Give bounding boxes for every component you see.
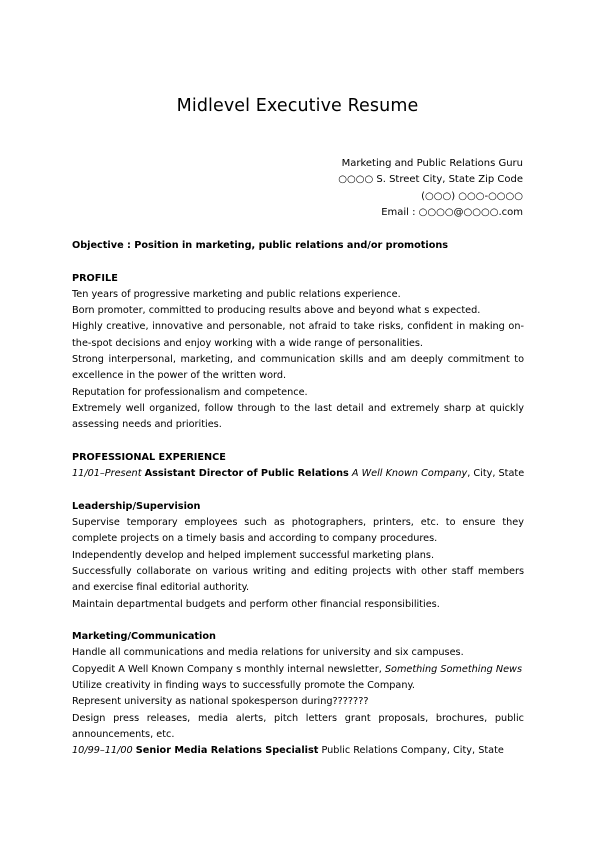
leadership-item: Successfully collaborate on various writing and editing projects with other staff members and exercise final editorial authority. — [72, 565, 524, 594]
marketing-heading: Marketing/Communication — [72, 631, 216, 643]
marketing-item: Design press releases, media alerts, pitch letters grant proposals, brochures, public announcements, etc. — [72, 712, 524, 740]
leadership-item: Independently develop and helped implement successful marketing plans. — [72, 549, 435, 561]
job-title: Assistant Director of Public Relations — [144, 468, 349, 480]
marketing-item: Utilize creativity in finding ways to successfully promote the Company. — [72, 680, 415, 692]
contact-phone: (○○○) ○○○-○○○○ — [421, 190, 523, 202]
contact-tagline: Marketing and Public Relations Guru — [341, 158, 523, 169]
leadership-item: Supervise temporary employees such as photographers, printers, etc. to ensure they complete projects on a timely basis and according to company procedures. — [72, 517, 524, 545]
document-title: Midlevel Executive Resume — [176, 96, 419, 116]
experience-heading: PROFESSIONAL EXPERIENCE — [72, 451, 226, 463]
marketing-item: Represent university as national spokesperson during??????? — [72, 696, 369, 708]
profile-heading: PROFILE — [72, 272, 118, 284]
leadership-heading: Leadership/Supervision — [72, 500, 201, 512]
profile-item: Reputation for professionalism and competence. — [72, 386, 308, 398]
profile-item: Born promoter, committed to producing results above and beyond what s expected. — [72, 305, 481, 317]
job-company: A Well Known Company — [351, 468, 468, 480]
job-entry — [72, 466, 524, 482]
profile-item: Strong interpersonal, marketing, and communication skills and am deeply commitment to excellence in the power of the written word. — [72, 354, 524, 382]
contact-block — [338, 156, 523, 221]
profile-item: Highly creative, innovative and personable, not afraid to take risks, confident in making on-the-spot decisions and enjoy working with a wide range of personalities. — [72, 321, 524, 349]
marketing-item: Handle all communications and media relations for university and six campuses. — [72, 647, 464, 659]
job-entry — [72, 743, 524, 759]
leadership-item: Maintain departmental budgets and perform other financial responsibilities. — [72, 598, 440, 610]
profile-item: Extremely well organized, follow through to the last detail and extremely sharp at quickly assessing needs and priorities. — [72, 402, 524, 431]
job-title: Senior Media Relations Specialist — [135, 745, 319, 757]
newsletter-name: Something Something News — [384, 663, 522, 675]
job-location: , City, State — [467, 468, 524, 480]
objective-line: Objective : Position in marketing, public relations and/or promotions — [72, 240, 449, 251]
newsletter-text: Copyedit A Well Known Company s monthly internal newsletter, — [72, 663, 385, 675]
job-dates: 11/01–Present — [72, 468, 142, 480]
marketing-item — [72, 662, 524, 678]
contact-email: Email : ○○○○@○○○○.com — [381, 206, 523, 218]
job-dates: 10/99–11/00 — [72, 745, 133, 757]
contact-address: ○○○○ S. Street City, State Zip Code — [338, 174, 523, 186]
resume-body — [72, 238, 524, 760]
profile-item: Ten years of progressive marketing and public relations experience. — [72, 288, 401, 300]
job-company: Public Relations Company, City, State — [321, 745, 504, 757]
